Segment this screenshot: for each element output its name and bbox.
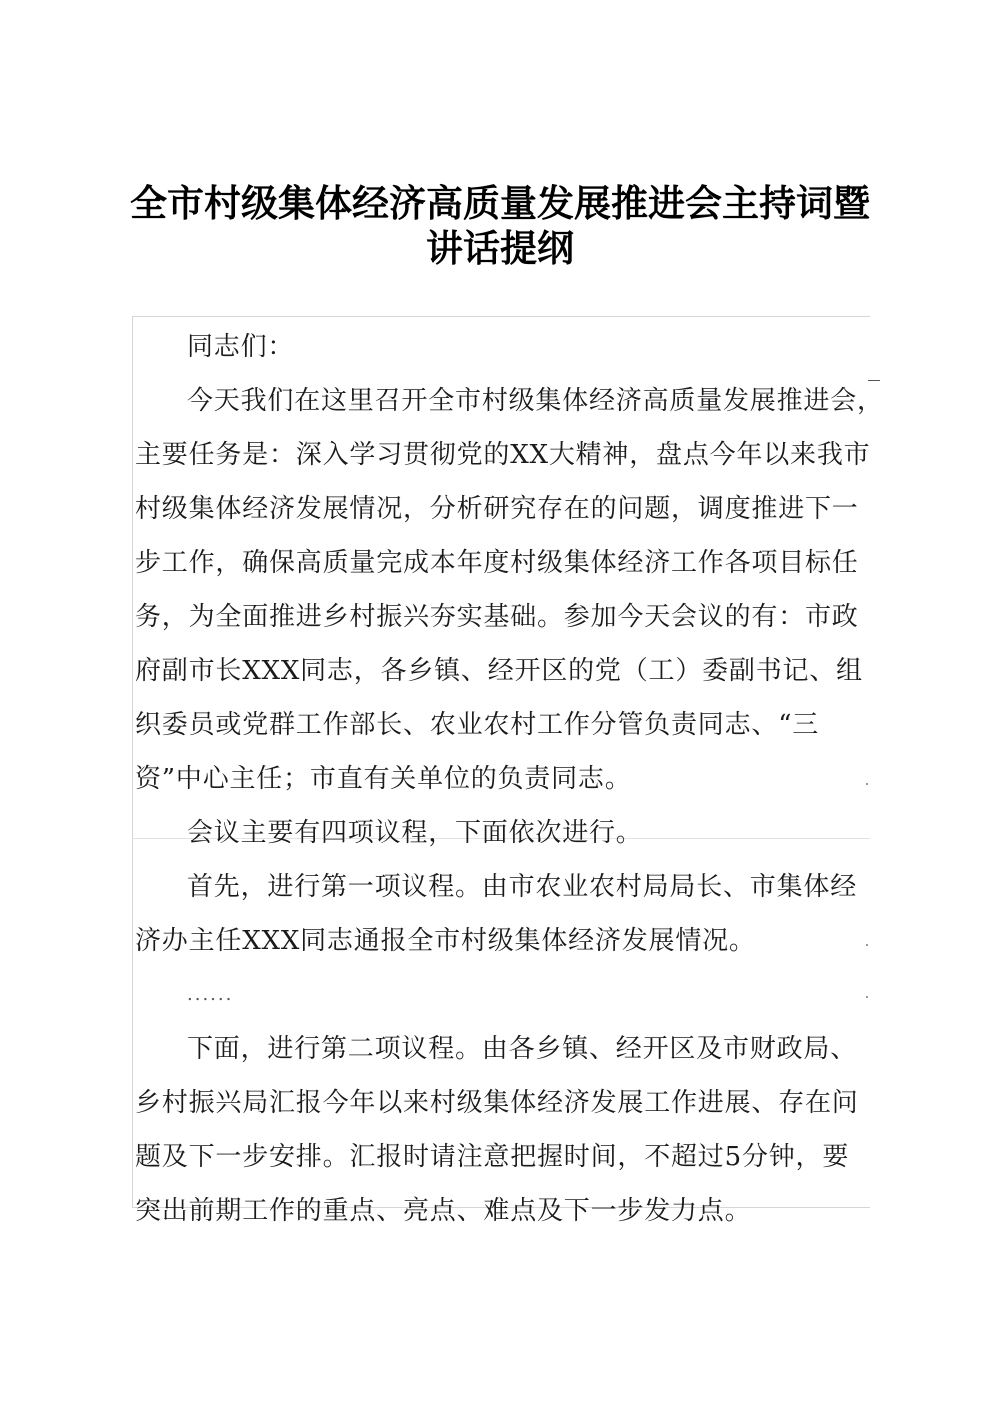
ellipsis: ...... <box>187 984 234 1005</box>
paragraph-1-line: 今天我们在这里召开全市村级集体经济高质量发展推进会， <box>187 386 884 416</box>
paragraph-4-line: 下面，进行第二项议程。由各乡镇、经开区及市财政局、 <box>187 1034 858 1064</box>
frame-top-border <box>132 316 870 317</box>
paragraph-2: 会议主要有四项议程，下面依次进行。 <box>187 818 643 848</box>
margin-dot-mark <box>866 944 868 946</box>
greeting: 同志们： <box>187 332 295 362</box>
frame-left-border <box>132 316 133 1208</box>
paragraph-3-line: 济办主任XXX同志通报全市村级集体经济发展情况。 <box>135 926 756 956</box>
margin-dot-mark <box>866 783 868 785</box>
paragraph-1-line: 资”中心主任；市直有关单位的负责同志。 <box>135 764 632 794</box>
paragraph-1-line: 织委员或党群工作部长、农业农村工作分管负责同志、“三 <box>135 710 820 740</box>
document-title-line-2: 讲话提纲 <box>426 227 574 270</box>
paragraph-1-line: 村级集体经济发展情况，分析研究存在的问题，调度推进下一 <box>135 494 859 524</box>
paragraph-4-line: 题及下一步安排。汇报时请注意把握时间，不超过5分钟，要 <box>135 1142 850 1172</box>
paragraph-4-line: 乡村振兴局汇报今年以来村级集体经济发展工作进展、存在问 <box>135 1088 859 1118</box>
paragraph-1-line: 务，为全面推进乡村振兴夯实基础。参加今天会议的有：市政 <box>135 602 859 632</box>
paragraph-4-line: 突出前期工作的重点、亮点、难点及下一步发力点。 <box>135 1196 752 1226</box>
paragraph-1-line: 府副市长XXX同志，各乡镇、经开区的党（工）委副书记、组 <box>135 656 863 686</box>
paragraph-1-line: 主要任务是：深入学习贯彻党的XX大精神，盘点今年以来我市 <box>135 440 871 470</box>
paragraph-1-line: 步工作，确保高质量完成本年度村级集体经济工作各项目标任 <box>135 548 859 578</box>
paragraph-3-line: 首先，进行第一项议程。由市农业农村局局长、市集体经 <box>187 872 858 902</box>
document-title-line-1: 全市村级集体经济高质量发展推进会主持词暨 <box>130 182 870 225</box>
